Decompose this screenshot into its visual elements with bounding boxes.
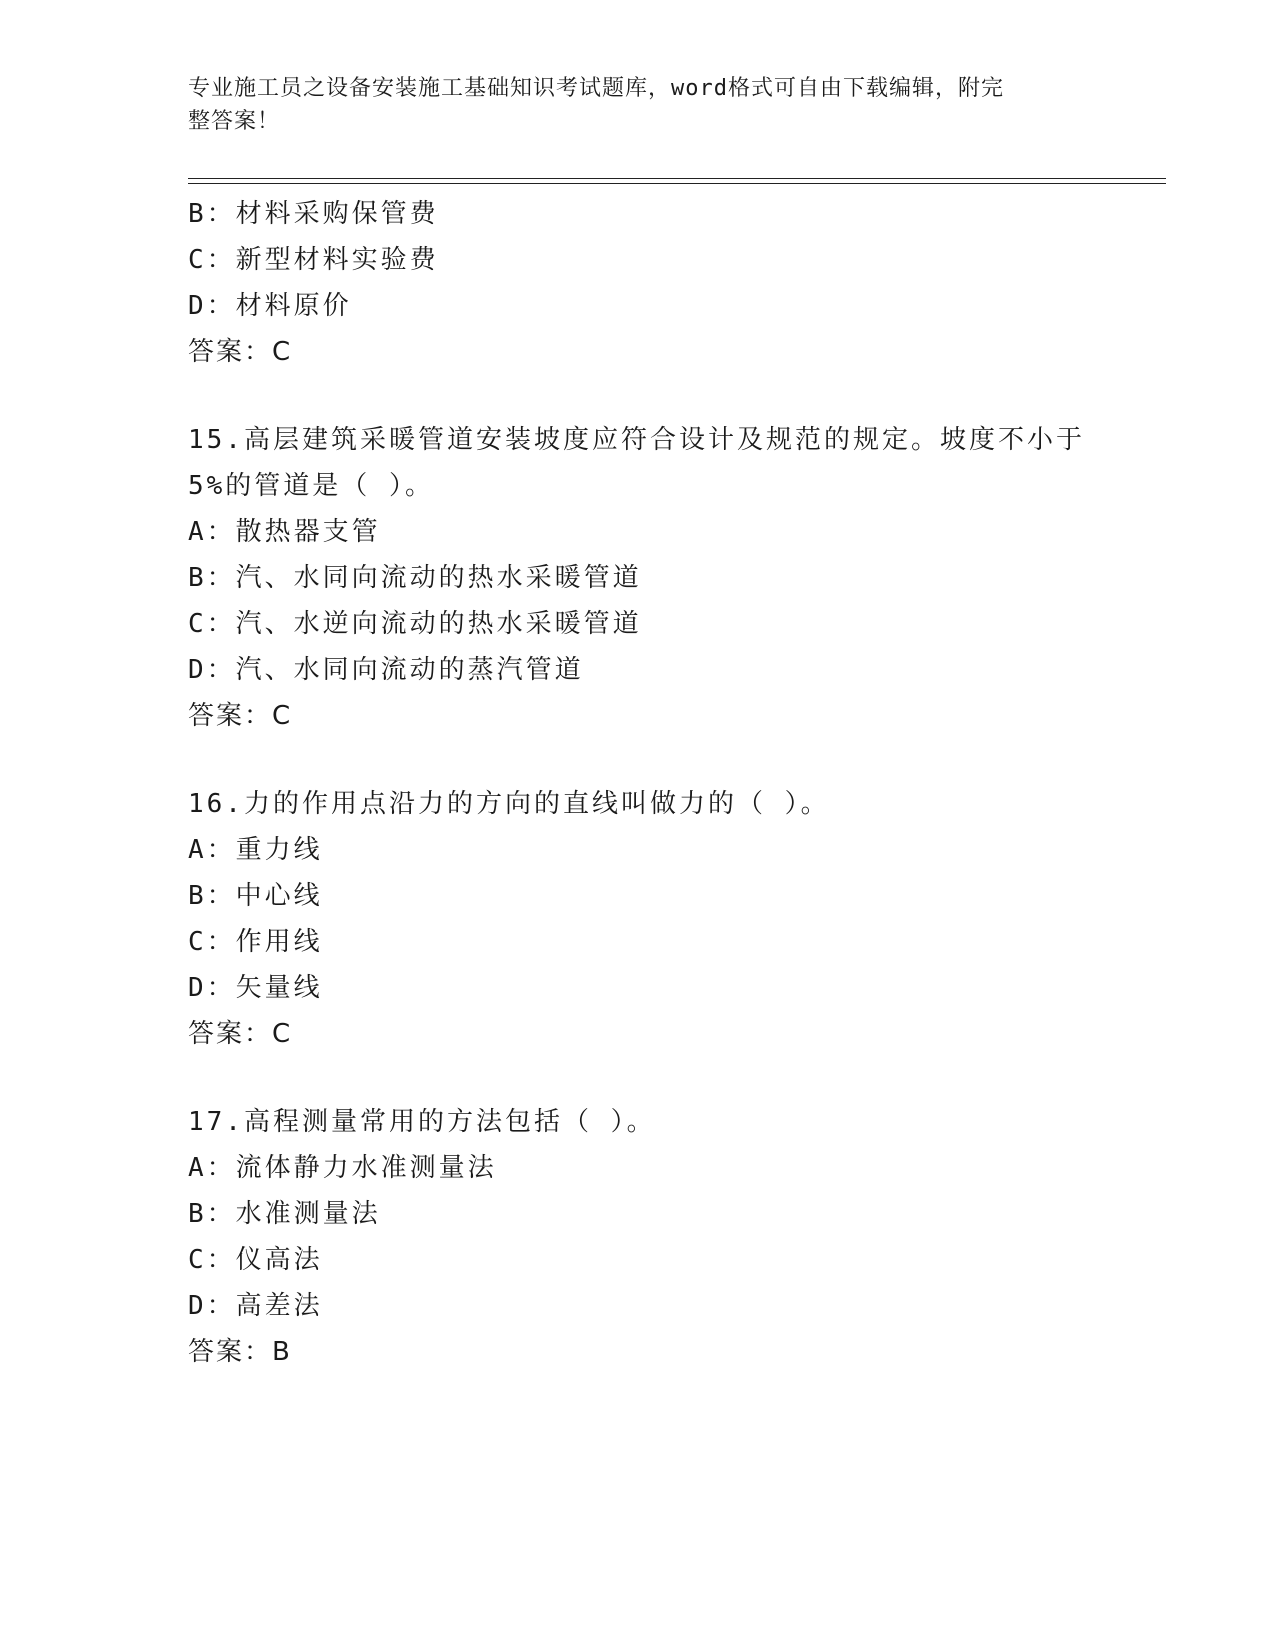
question-stem: 16.力的作用点沿力的方向的直线叫做力的（ ）。 bbox=[188, 789, 830, 819]
spacer bbox=[188, 375, 1088, 417]
option-d: D：矢量线 bbox=[188, 973, 323, 1003]
header-divider-bottom bbox=[188, 183, 1166, 184]
option-b: B：水准测量法 bbox=[188, 1199, 381, 1229]
option-b: B：汽、水同向流动的热水采暖管道 bbox=[188, 563, 642, 593]
option-d: D：高差法 bbox=[188, 1291, 323, 1321]
answer-line: 答案：C bbox=[188, 701, 293, 731]
question-stem: 15.高层建筑采暖管道安装坡度应符合设计及规范的规定。坡度不小于 bbox=[188, 425, 1085, 455]
answer-line: 答案：C bbox=[188, 1019, 293, 1049]
answer-line: 答案：B bbox=[188, 1337, 292, 1367]
answer-line: 答案：C bbox=[188, 337, 293, 367]
option-b: B：材料采购保管费 bbox=[188, 199, 439, 229]
option-a: A：重力线 bbox=[188, 835, 323, 865]
option-d: D：材料原价 bbox=[188, 291, 352, 321]
question-block-17 bbox=[188, 1099, 1088, 1375]
question-stem: 17.高程测量常用的方法包括（ ）。 bbox=[188, 1107, 656, 1137]
header-divider-top bbox=[188, 178, 1166, 179]
option-c: C：仪高法 bbox=[188, 1245, 323, 1275]
document-header bbox=[188, 72, 1068, 138]
option-d: D：汽、水同向流动的蒸汽管道 bbox=[188, 655, 584, 685]
option-c: C：新型材料实验费 bbox=[188, 245, 439, 275]
option-b: B：中心线 bbox=[188, 881, 323, 911]
question-list bbox=[188, 191, 1088, 1375]
spacer bbox=[188, 739, 1088, 781]
question-block-16 bbox=[188, 781, 1088, 1057]
header-line-2: 整答案！ bbox=[188, 109, 281, 134]
option-c: C：汽、水逆向流动的热水采暖管道 bbox=[188, 609, 642, 639]
option-a: A：流体静力水准测量法 bbox=[188, 1153, 497, 1183]
question-stem-continued: 5%的管道是（ ）。 bbox=[188, 471, 434, 501]
spacer bbox=[188, 1057, 1088, 1099]
header-line-1: 专业施工员之设备安装施工基础知识考试题库，word格式可自由下载编辑，附完 bbox=[188, 76, 1004, 101]
option-c: C：作用线 bbox=[188, 927, 323, 957]
option-a: A：散热器支管 bbox=[188, 517, 381, 547]
question-block-15 bbox=[188, 417, 1088, 739]
question-block-14 bbox=[188, 191, 1088, 375]
